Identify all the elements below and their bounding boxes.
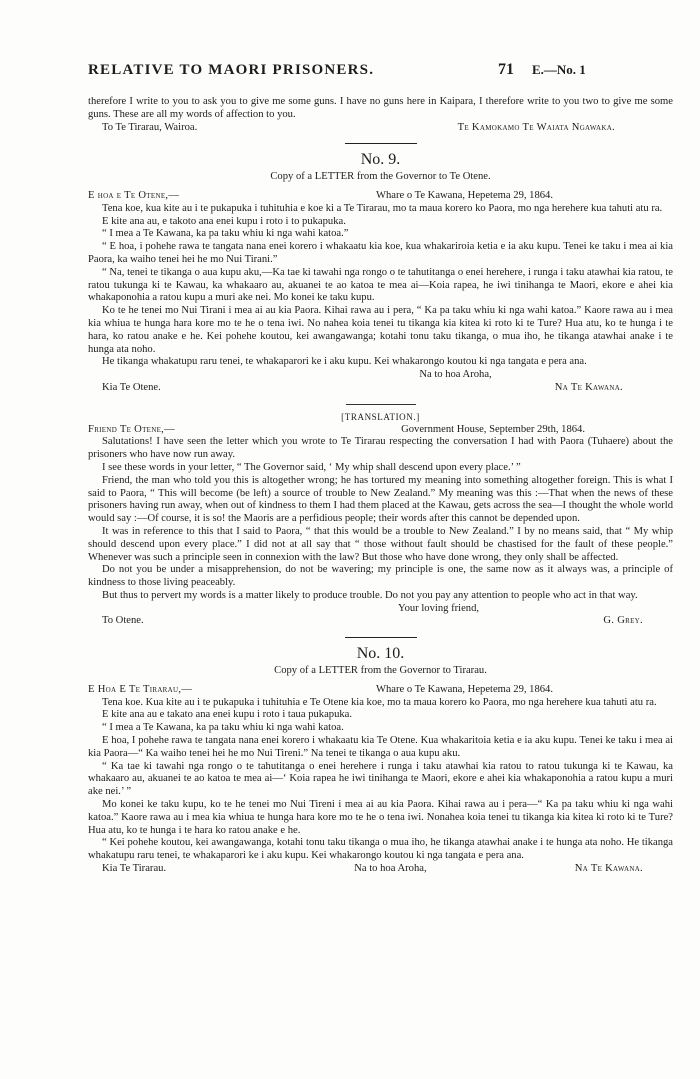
continuation-signature: Te Kamokamo Te Waiata Ngawaka. bbox=[457, 121, 615, 133]
letter-9-paragraph: “ I mea a Te Kawana, ka pa taku whiu ki nga wahi katoa.” bbox=[102, 228, 349, 240]
letter-10-paragraph: E kite ana au e takato ana enei kupu i roto i taua pukapuka. bbox=[102, 709, 353, 721]
translation-signature: G. Grey. bbox=[603, 615, 643, 627]
section-divider bbox=[345, 143, 417, 144]
letter-9-paragraph: E kite ana au, e takoto ana enei kupu i roto i to pukapuka. bbox=[102, 215, 346, 227]
translation-paragraph: Salutations! I have seen the letter which you wrote to Te Tirarau respecting the conversation I had with Paora (Tuhaere) about the prisoners who have now run away. bbox=[88, 436, 673, 461]
header-title: RELATIVE TO MAORI PRISONERS. bbox=[88, 62, 375, 78]
letter-10-paragraph: Tena koe. Kua kite au i te pukapuka i tuhituhia e Te Otene kia koe, mo ta maua korero ko Paora, mo nga herehere kua tahuti atu ra. bbox=[102, 696, 657, 708]
translation-signoff bbox=[88, 615, 673, 628]
translation-paragraph: It was in reference to this that I said to Paora, “ that this would be a trouble to New Zealand.” I by no means said, that “ My whip should descend upon every place.” I did not at all say that “ those without fault should be chastised for the fault of these people.” Whenever was such a principle seen in connexion with the law? But those who have done wrong, they only shall be affected. bbox=[88, 525, 673, 563]
page-number: 71 bbox=[498, 61, 514, 78]
letter-9-subtitle: Copy of a LETTER from the Governor to Te Otene. bbox=[270, 171, 491, 183]
letter-9-paragraph: “ Na, tenei te tikanga o aua kupu aku,—Ka tae ki tawahi nga rongo o te tahutitanga o enei herehere, i runga i taku atawhai kia ratou, te ratou tukunga ki te Kawau, ka whakaaro au, akuanei te ao katoa te mea ai—Koia rapea, he iwi tinihanga te Maori, ekore e ahei kia whakaponohia a ratou kupu a muri ake nei. Mo konei ke taku kupu. bbox=[88, 266, 673, 304]
letter-10-heading bbox=[88, 684, 673, 697]
running-header bbox=[0, 62, 700, 80]
section-divider bbox=[345, 637, 417, 638]
letter-10-signature: Na Te Kawana. bbox=[574, 863, 643, 875]
letter-number-9: No. 9. bbox=[360, 151, 401, 169]
letter-9-salutation: E hoa e Te Otene,— bbox=[88, 189, 180, 201]
letter-9-heading bbox=[88, 190, 673, 203]
translation-closing: Your loving friend, bbox=[398, 602, 480, 614]
letter-10-closing: Na to hoa Aroha, bbox=[354, 863, 427, 875]
letter-10-signoff bbox=[88, 863, 673, 876]
letter-10-paragraph: “ I mea a Te Kawana, ka pa taku whiu ki nga wahi katoa. bbox=[102, 722, 344, 734]
letter-10-paragraph: Mo konei ke taku kupu, ko te he tenei mo Nui Tireni i mea ai au kia Paora. Kihai rawa au i pera—“ Ka pa taku whiu ki nga wahi katoa.” Kaore rawa au i mea kia whiua te hunga hara kore mo te he o tena iwi. Nonahea koia tenei tu tikanga kia kitea ki roto ki te Ture? Hua atu, ko te hunga i te hara ko ratou anake e he. bbox=[88, 799, 673, 836]
letter-10-paragraph: E hoa, I pohehe rawa te tangata nana enei korero i whakaatu kia Te Otene. Kua whakaritoia ketia e ia aku kupu. Tenei ke taku i mea ai kia Paora—“ Ka waiho tenei hei he mo Nui Tireni.” Na tenei te tikanga o aua kupu aku. bbox=[88, 735, 673, 759]
page-content bbox=[88, 96, 673, 876]
continuation-signoff bbox=[88, 122, 673, 135]
continuation-addressee: To Te Tirarau, Wairoa. bbox=[102, 121, 198, 133]
translation-place-date: Government House, September 29th, 1864. bbox=[401, 423, 585, 435]
letter-9-paragraph: He tikanga whakatupu raru tenei, te whakaparori ke i aku kupu. Kei whakarongo koutou ki nga tangata e pera ana. bbox=[102, 356, 587, 368]
letter-9-paragraph: Tena koe, kua kite au i te pukapuka i tuhituhia e koe ki a Te Tirarau, mo ta maua korero ko Paora, mo nga herehere kua tahuti atu ra. bbox=[102, 202, 663, 214]
translation-salutation: Friend Te Otene,— bbox=[88, 423, 176, 435]
continuation-paragraph: therefore I write to you to ask you to give me some guns. I have no guns here in Kaipara, I therefore write to you two to give me some guns. These are all my words of affection to you. bbox=[88, 96, 673, 120]
translation-heading bbox=[88, 424, 673, 437]
letter-10-salutation: E Hoa E Te Tirarau,— bbox=[88, 683, 193, 695]
translation-paragraph: Friend, the man who told you this is altogether wrong; he has tortured my meaning into something altogether foreign. This is what I said to Paora, “ This will become (be left) a source of trouble to New Zealand.” My meaning was this :—That when the news of these prisoners having run away, when out of kindness to them I had them placed at the Kawau, gets across the sea—I thought the whole world would say :—Of course, it is so! the Maoris are a perfidious people; their words after this cannot be depended upon. bbox=[88, 474, 673, 525]
letter-9-signoff bbox=[88, 382, 673, 395]
letter-number-10: No. 10. bbox=[356, 645, 405, 663]
letter-9-signature: Na Te Kawana. bbox=[554, 381, 623, 393]
translation-divider bbox=[346, 404, 416, 405]
translation-paragraph: I see these words in your letter, “ The Governor said, ‘ My whip shall descend upon every place.’ ” bbox=[102, 461, 521, 473]
letter-10-addressee: Kia Te Tirarau. bbox=[102, 863, 167, 875]
letter-10-place-date: Whare o Te Kawana, Hepetema 29, 1864. bbox=[375, 683, 553, 695]
letter-10-subtitle: Copy of a LETTER from the Governor to Tirarau. bbox=[274, 665, 487, 677]
section-label: E.—No. 1 bbox=[532, 62, 586, 77]
letter-9-paragraph: Ko te he tenei mo Nui Tirani i mea ai au kia Paora. Kihai rawa au i pera, “ Ka pa taku whiu ki nga wahi katoa.” Kaore rawa au i mea kia whiua te hunga hara kore mo te he o tena iwi. No nahea koia tenei tu tikanga kia kitea ki roto ki te Ture? Hua atu, ko te hunga i te hara, ko ratou anake e he. Kei pohehe koutou, kei awangawanga; kotahi tonu taku tikanga, o mua iho, he tikanga atawhai anake i te hunga ata noho. bbox=[88, 305, 673, 355]
letter-10-paragraph: “ Kei pohehe koutou, kei awangawanga, kotahi tonu taku tikanga o mua iho, he tikanga atawhai anake i te hunga ata noho. He tikanga whakatupu raru tenei, te whakaparori ke i aku kupu. Kei whakarongo koutou ki nga tangata e pera ana. bbox=[88, 837, 673, 862]
letter-9-addressee: Kia Te Otene. bbox=[102, 381, 161, 393]
translation-paragraph: Do not you be under a misapprehension, do not be wavering; my principle is one, the same now as it always was, a principle of kindness to those living peaceably. bbox=[88, 564, 673, 589]
translation-label: [TRANSLATION.] bbox=[341, 411, 420, 422]
translation-addressee: To Otene. bbox=[102, 615, 144, 627]
letter-10-paragraph: “ Ka tae ki tawahi nga rongo o te tahutitanga o enei herehere i runga i taku atawhai kia ratou to ratou tukunga ki te Kawau, ka whakaaro au, akuanei te ao katoa te mea ai—‘ Koia rapea he iwi tinihanga te Maori, ekore e ahei kia whakaponohia a ratou kupu a muri ake nei.’ ” bbox=[88, 760, 673, 798]
letter-9-paragraph: “ E hoa, i pohehe rawa te tangata nana enei korero i whakaatu kia koe, kua whakariroia ketia e ia aku kupu. Tenei ke taku i mea ai kia Paora, ka waiho tenei hei he mo Nui Tirani.” bbox=[88, 241, 673, 265]
letter-9-place-date: Whare o Te Kawana, Hepetema 29, 1864. bbox=[375, 189, 553, 201]
translation-paragraph: But thus to pervert my words is a matter likely to produce trouble. Do not you pay any attention to people who act in that way. bbox=[102, 589, 638, 601]
letter-9-closing: Na to hoa Aroha, bbox=[419, 369, 492, 381]
